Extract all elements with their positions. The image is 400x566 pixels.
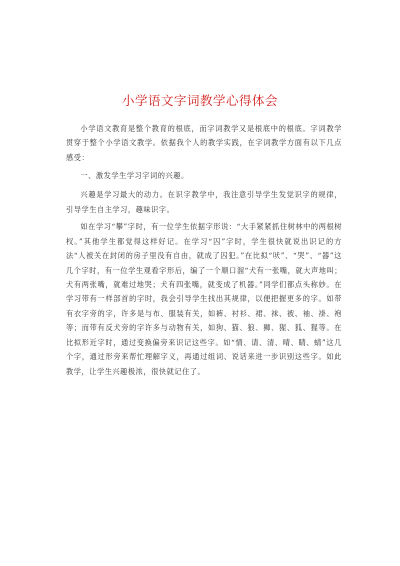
section-heading: 一、激发学生学习字词的兴趣。: [80, 170, 189, 180]
page-title: 小学语文字词教学心得体会: [121, 93, 278, 108]
paragraph-interest: 兴趣是学习最大的动力。在识字教学中，我注意引导学生发觉识字的规律，引导学生自主学习，趣味识字。: [66, 190, 342, 214]
paragraph-examples: 如在学习“攀”字时，有一位学生依据字形说：“大手紧紧抓住树林中的两根树杈。”其他学生都觉得这样好记。在学习“囚”字时，学生很快就说出识记的方法“人被关在封闭的房子里没有自由，就成了囚犯。”在比拟“吠”、“哭”、“器”这几个字时，有一位学生观看字形后，编了一个顺口溜“犬有一张嘴，就大声地叫；犬有两张嘴，就难过地哭；犬有四张嘴，就变成了机器。”同学们都点头称妙。在学习带有一样部首的字时，我会引导学生找出其规律，以便把握更多的字。如带有衣字旁的字，许多是与布、服装有关，如裤、衬衫、裙、袜、被、袖、褂、袍等；而带有反犬旁的字许多与动物有关，如狗、猫、狼、狮、猩、狐、猩等。在比拟形近字时，通过变换偏旁来识记这些字。如“情、请、清、晴、睛、蜻”这几个字，通过形旁来帮忙理解字义，再通过组词、说话来进一步识别这些字。如此教学，让学生兴趣极浓，很快就记住了。: [66, 222, 342, 376]
article-body: [66, 122, 342, 382]
paragraph-intro: 小学语文教育是整个教育的根底，而字词教学又是根底中的根底。字词教学贯穿于整个小学语文教学。依据我个人的教学实践，在字词教学方面有以下几点感受：: [66, 124, 342, 162]
